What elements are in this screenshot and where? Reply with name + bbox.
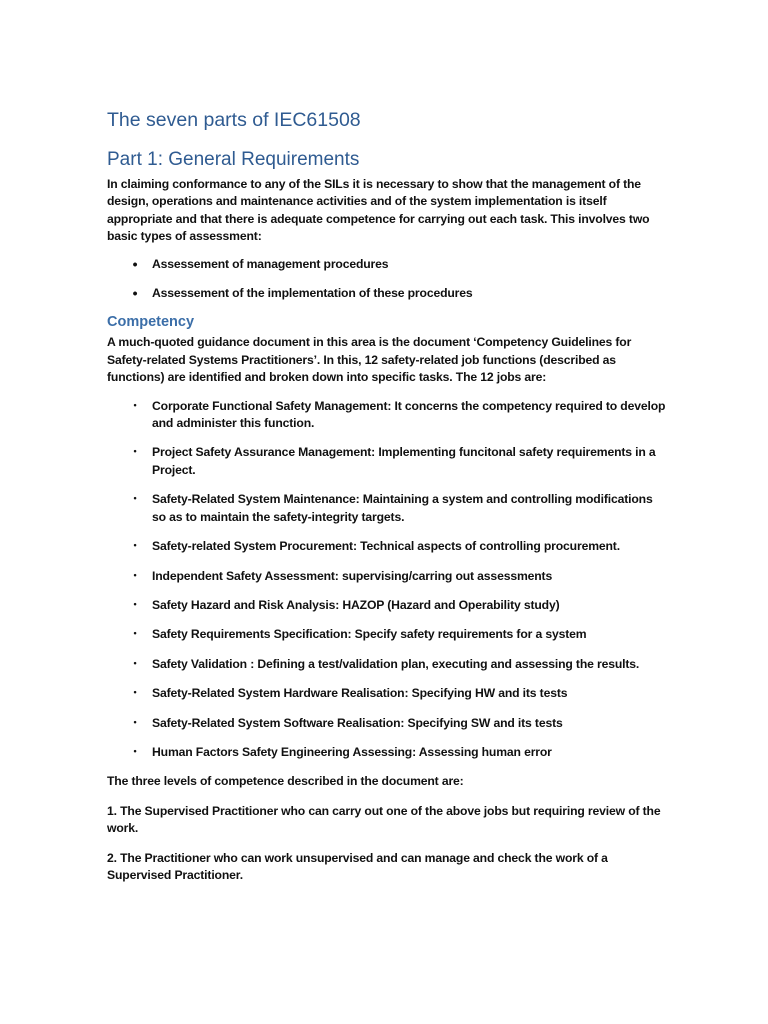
part1-heading: Part 1: General Requirements — [107, 149, 360, 170]
level-1-paragraph: 1. The Supervised Practitioner who can carry out one of the above jobs but requiring review of the work. — [107, 803, 661, 836]
list-item — [107, 538, 667, 555]
competency-heading: Competency — [107, 314, 195, 331]
bullet-icon: • — [133, 569, 137, 580]
part1-paragraph: In claiming conformance to any of the SILs it is necessary to show that the management of the design, operations and maintenance activities and of the system implementation is itself appropriate and that there is adequate competence for carrying out each task. This involves two basic types of assessment: — [107, 177, 650, 244]
bullet-icon: • — [132, 285, 138, 302]
levels-intro: The three levels of competence described in the document are: — [107, 774, 464, 789]
bullet-icon: • — [133, 598, 137, 609]
list-item — [107, 568, 667, 585]
list-item — [107, 744, 667, 761]
assessment-types-list — [107, 256, 667, 303]
list-item-text: Safety-Related System Hardware Realisation: Specifying HW and its tests — [152, 686, 568, 701]
bullet-icon: • — [133, 628, 137, 639]
bullet-icon: • — [132, 255, 138, 272]
list-item — [107, 398, 667, 433]
list-item-text: Corporate Functional Safety Management: It concerns the competency required to develop and administer this function. — [152, 398, 666, 431]
list-item-text: Safety Hazard and Risk Analysis: HAZOP (Hazard and Operability study) — [152, 597, 560, 612]
list-item-text: Safety-Related System Maintenance: Maintaining a system and controlling modifications so as to maintain the safety-integrity targets. — [152, 492, 653, 524]
bullet-icon: • — [133, 493, 137, 504]
bullet-icon: • — [133, 745, 137, 756]
level-2-paragraph: 2. The Practitioner who can work unsupervised and can manage and check the work of a Supervised Practitioner. — [107, 850, 608, 882]
list-item-text: Safety Validation : Defining a test/validation plan, executing and assessing the results. — [152, 656, 640, 671]
list-item — [107, 597, 667, 614]
list-item-text: Human Factors Safety Engineering Assessing: Assessing human error — [152, 744, 552, 759]
competency-paragraph: A much-quoted guidance document in this area is the document ‘Competency Guidelines for Safety-related Systems Practitioners’. In this, 12 safety-related job functions (described as functions) are identified and broken down into specific tasks. The 12 jobs are: — [107, 335, 632, 385]
list-item-text: Safety-related System Procurement: Technical aspects of controlling procurement. — [152, 539, 620, 554]
bullet-icon: • — [133, 446, 137, 457]
jobs-list — [107, 398, 667, 762]
list-item-text: Project Safety Assurance Management: Implementing funcitonal safety requirements in a Project. — [152, 445, 656, 477]
list-item-text: Safety-Related System Software Realisation: Specifying SW and its tests — [152, 715, 563, 730]
list-item-text: Assessement of the implementation of these procedures — [152, 286, 473, 301]
list-item — [107, 444, 667, 479]
bullet-icon: • — [133, 540, 137, 551]
list-item — [107, 715, 667, 732]
bullet-icon: • — [133, 687, 137, 698]
list-item — [107, 285, 667, 302]
list-item-text: Safety Requirements Specification: Specify safety requirements for a system — [152, 627, 587, 642]
list-item — [107, 656, 667, 673]
list-item-text: Assessement of management procedures — [152, 256, 389, 271]
list-item — [107, 685, 667, 702]
bullet-icon: • — [133, 657, 137, 668]
bullet-icon: • — [133, 399, 137, 410]
bullet-icon: • — [133, 716, 137, 727]
list-item — [107, 256, 667, 273]
document-content — [107, 106, 667, 896]
list-item-text: Independent Safety Assessment: supervising/carring out assessments — [152, 568, 553, 583]
document-title: The seven parts of IEC61508 — [107, 109, 361, 131]
list-item — [107, 626, 667, 643]
list-item — [107, 491, 667, 526]
